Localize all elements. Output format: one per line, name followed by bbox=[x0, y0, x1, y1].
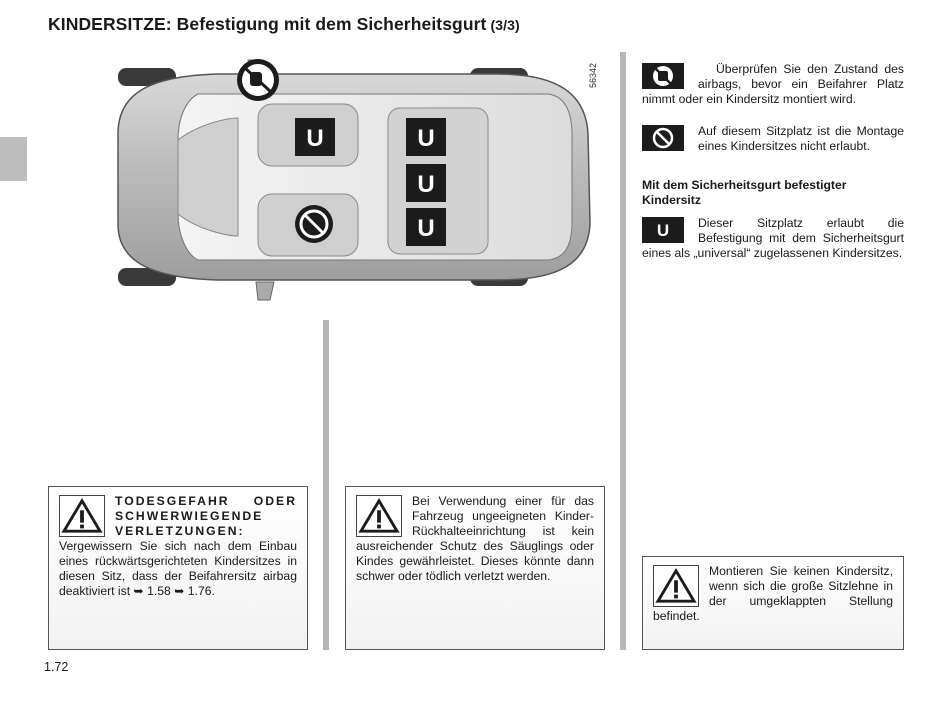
universal-mark-icon bbox=[642, 217, 684, 243]
seat-mark-rear-center bbox=[406, 164, 446, 202]
legend-airbag bbox=[642, 62, 904, 107]
page-number: 1.72 bbox=[44, 660, 69, 674]
warning-box-airbag-text: Vergewissern Sie sich nach dem Einbau eines rückwärtsgerichteten Kindersitzes in diesen Sitz, dass der Beifahrersitz airbag deaktiviert ist ➥ 1.58 ➥ 1.76. bbox=[59, 539, 297, 598]
figure-number: 56342 bbox=[588, 62, 598, 88]
warning-box-airbag bbox=[48, 486, 308, 650]
page-title bbox=[48, 14, 748, 35]
warning-triangle-icon bbox=[653, 565, 699, 607]
mirror-right bbox=[256, 282, 274, 300]
legend-universal bbox=[642, 216, 904, 261]
dashboard bbox=[178, 118, 238, 236]
universal-mark-label: U bbox=[656, 220, 670, 240]
car-illustration-svg bbox=[78, 54, 598, 314]
warning-triangle-icon bbox=[59, 495, 105, 537]
warning-box-folded-backrest bbox=[642, 556, 904, 650]
legend-forbidden-text: Auf diesem Sitzplatz ist die Montage eines Kindersitzes nicht erlaubt. bbox=[698, 124, 904, 153]
airbag-check-icon bbox=[642, 63, 684, 89]
legend-forbidden bbox=[642, 124, 904, 154]
seat-mark-label-1: U bbox=[306, 125, 324, 152]
seat-mark-rear-right bbox=[406, 208, 446, 246]
seat-mark-label-3: U bbox=[417, 171, 435, 198]
warning-box-folded-backrest-text: Montieren Sie keinen Kindersitz, wenn sich die große Sitzlehne in der umgeklappten Stellung befindet. bbox=[653, 564, 893, 623]
section-tab bbox=[0, 137, 27, 181]
warning-box-unsuitable-seat bbox=[345, 486, 605, 650]
column-divider-right bbox=[620, 52, 626, 650]
seat-mark-rear-left bbox=[406, 118, 446, 156]
column-divider-left bbox=[323, 320, 329, 650]
car-top-view-illustration bbox=[78, 54, 598, 314]
legend-belt-heading: Mit dem Sicherheitsgurt befestigter Kindersitz bbox=[642, 178, 847, 207]
page-title-text: KINDERSITZE: Befestigung mit dem Sicherheitsgurt bbox=[48, 14, 487, 34]
page-title-suffix: (3/3) bbox=[490, 17, 520, 33]
warning-box-airbag-heading: TODESGEFAHR ODER SCHWERWIEGENDE VERLETZUNGEN: bbox=[115, 494, 297, 538]
seat-mark-label-4: U bbox=[417, 215, 435, 242]
forbidden-icon bbox=[642, 125, 684, 151]
warning-box-unsuitable-seat-text: Bei Verwendung einer für das Fahrzeug ungeeigneten Kinder-Rückhalteeinrichtung ist kein ausreichender Schutz des Säuglings oder Kindes gewährleistet. Dieses könnte dann schwer oder tödlich verletzt werden. bbox=[356, 494, 594, 583]
legend-universal-text: Dieser Sitzplatz erlaubt die Befestigung mit dem Sicherheitsgurt eines als „universal“ zugelassenen Kindersitzes. bbox=[642, 216, 904, 260]
seat-mark-label-2: U bbox=[417, 125, 435, 152]
seat-mark-front-passenger bbox=[295, 118, 335, 156]
forbidden-icon-driver-seat bbox=[295, 205, 333, 243]
legend-airbag-text: Überprüfen Sie den Zustand des airbags, bevor ein Beifahrer Platz nimmt oder ein Kindersitz montiert wird. bbox=[642, 62, 904, 106]
airbag-check-icon bbox=[237, 59, 279, 101]
warning-triangle-icon bbox=[356, 495, 402, 537]
